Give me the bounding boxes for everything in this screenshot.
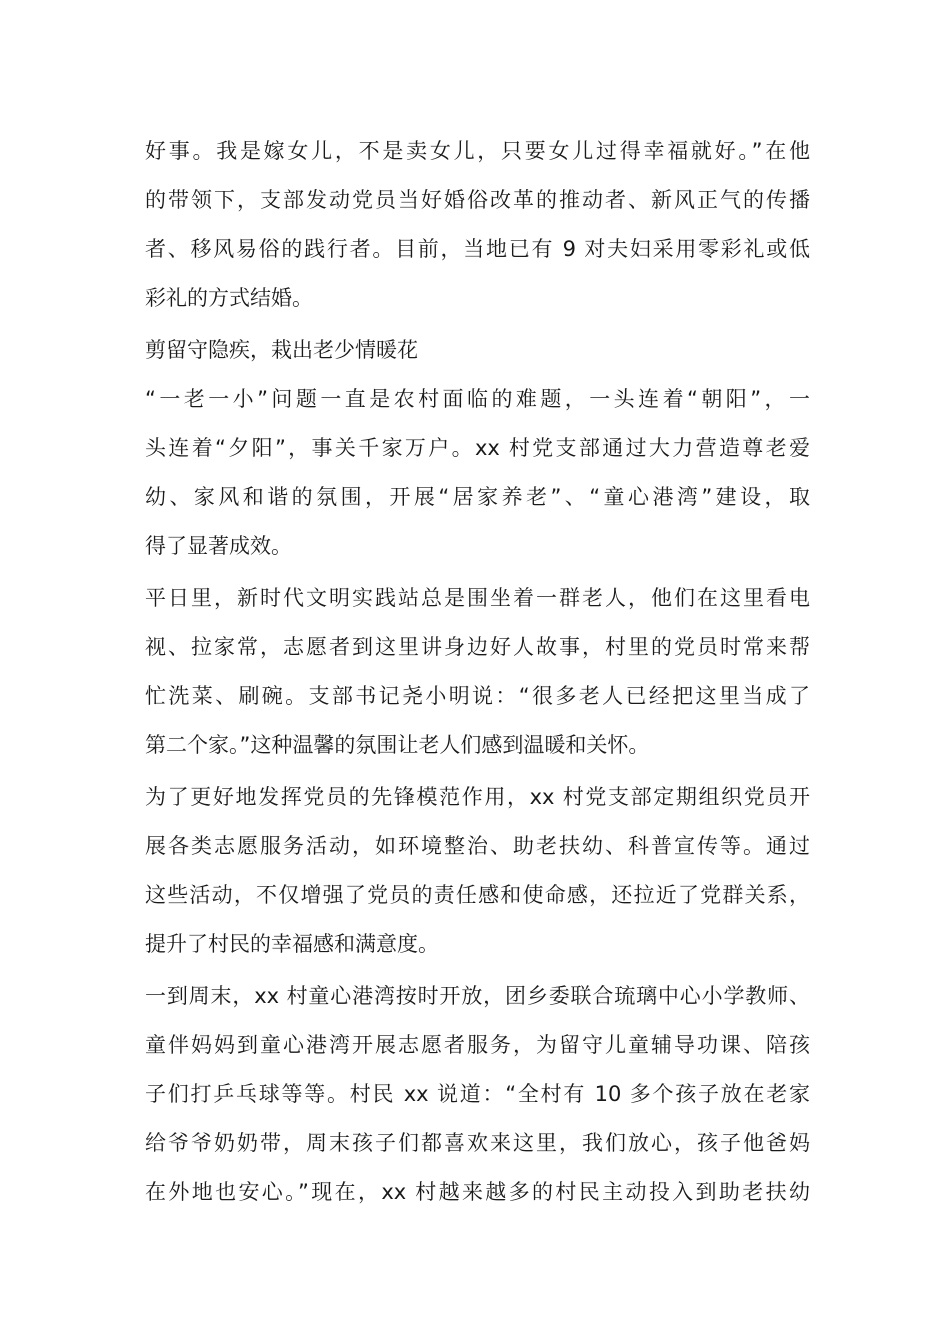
text-line: 视、拉家常，志愿者到这里讲身边好人故事，村里的党员时常来帮 xyxy=(145,635,810,659)
section-heading: 剪留守隐疾，栽出老少情暖花 xyxy=(145,338,418,362)
text-line: 得了显著成效。 xyxy=(145,534,292,558)
text-line: 给爷爷奶奶带，周末孩子们都喜欢来这里，我们放心，孩子他爸妈 xyxy=(145,1131,810,1155)
text-line: 者、移风易俗的践行者。目前，当地已有 9 对夫妇采用零彩礼或低 xyxy=(145,237,810,261)
text-line: 幼、家风和谐的氛围，开展“居家养老”、“童心港湾”建设，取 xyxy=(145,485,810,509)
text-line: 平日里，新时代文明实践站总是围坐着一群老人，他们在这里看电 xyxy=(145,586,810,610)
text-line: 忙洗菜、刷碗。支部书记尧小明说：“很多老人已经把这里当成了 xyxy=(145,684,810,708)
text-line: 在外地也安心。”现在，xx 村越来越多的村民主动投入到助老扶幼 xyxy=(145,1180,810,1204)
text-line: 童伴妈妈到童心港湾开展志愿者服务，为留守儿童辅导功课、陪孩 xyxy=(145,1033,810,1057)
text-line: 好事。我是嫁女儿，不是卖女儿，只要女儿过得幸福就好。”在他 xyxy=(145,139,810,163)
text-line: 展各类志愿服务活动，如环境整治、助老扶幼、科普宣传等。通过 xyxy=(145,834,810,858)
text-line: 这些活动，不仅增强了党员的责任感和使命感，还拉近了党群关系， xyxy=(145,883,810,907)
text-line: 第二个家。”这种温馨的氛围让老人们感到温暖和关怀。 xyxy=(145,733,650,757)
text-line: 为了更好地发挥党员的先锋模范作用，xx 村党支部定期组织党员开 xyxy=(145,785,810,809)
text-line: “一老一小”问题一直是农村面临的难题，一头连着“朝阳”，一 xyxy=(145,387,810,411)
text-line: 提升了村民的幸福感和满意度。 xyxy=(145,932,439,956)
text-line: 的带领下，支部发动党员当好婚俗改革的推动者、新风正气的传播 xyxy=(145,188,810,212)
text-line: 一到周末，xx 村童心港湾按时开放，团乡委联合琉璃中心小学教师、 xyxy=(145,984,810,1008)
text-line: 子们打乒乓球等等。村民 xx 说道：“全村有 10 多个孩子放在老家 xyxy=(145,1082,810,1106)
text-line: 头连着“夕阳”，事关千家万户。xx 村党支部通过大力营造尊老爱 xyxy=(145,436,810,460)
text-line: 彩礼的方式结婚。 xyxy=(145,286,313,310)
